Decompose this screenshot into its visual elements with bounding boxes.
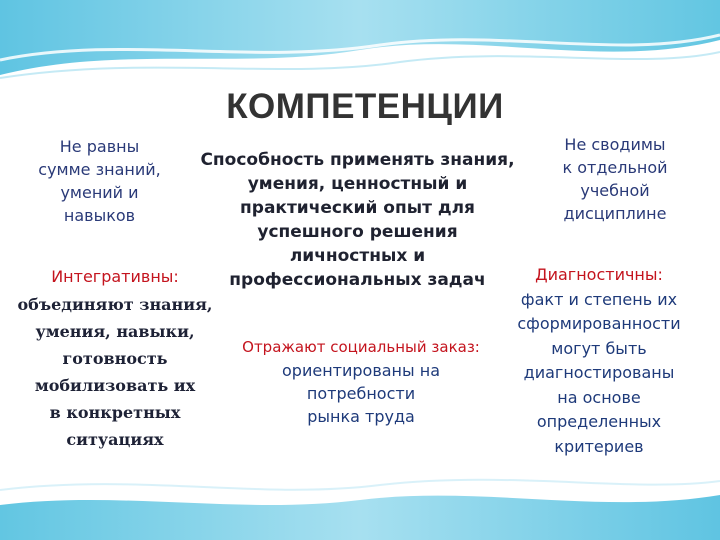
right-top-block xyxy=(530,133,700,225)
text-line: навыков xyxy=(63,206,136,225)
text-line: на основе xyxy=(557,387,641,407)
text-line: готовность xyxy=(62,349,168,368)
text-line: личностных и xyxy=(289,246,426,266)
left-top-block xyxy=(22,135,177,227)
social-order-heading: Отражают социальный заказ: xyxy=(242,338,480,356)
text-line: профессиональных задач xyxy=(229,270,486,290)
text-line: в конкретных xyxy=(49,403,181,422)
text-line: определенных xyxy=(536,412,662,431)
text-line: к отдельной xyxy=(562,158,668,177)
text-line: умений и xyxy=(60,183,139,202)
slide-title: КОМПЕТЕНЦИИ xyxy=(226,87,504,126)
center-definition-block xyxy=(185,148,530,292)
text-line: рынка труда xyxy=(307,407,415,426)
text-line: практический опыт для xyxy=(240,198,475,218)
text-line: диагностированы xyxy=(523,363,675,382)
text-line: могут быть xyxy=(551,338,647,358)
text-line: умения, навыки, xyxy=(35,322,195,341)
text-line: успешного решения xyxy=(257,222,458,242)
bottom-wave-decoration xyxy=(0,445,720,540)
integrative-heading: Интегративны: xyxy=(51,267,179,286)
text-line: ситуациях xyxy=(66,430,164,449)
text-line: Способность применять знания, xyxy=(200,150,515,170)
text-line: учебной xyxy=(580,181,650,200)
text-line: умения, ценностный и xyxy=(247,174,468,194)
text-line: сумме знаний, xyxy=(38,160,161,179)
text-line: Не сводимы xyxy=(564,135,666,154)
right-bottom-block xyxy=(500,263,698,459)
text-line: потребности xyxy=(306,384,416,403)
text-line: критериев xyxy=(554,436,644,456)
text-line: объединяют знания, xyxy=(17,295,213,314)
text-line: факт и степень их xyxy=(520,289,678,309)
left-bottom-block xyxy=(15,263,215,453)
text-line: мобилизовать их xyxy=(34,376,196,395)
diagnostic-heading: Диагностичны: xyxy=(535,265,663,284)
text-line: Не равны xyxy=(59,137,140,156)
text-line: ориентированы на xyxy=(282,361,440,380)
top-wave-decoration xyxy=(0,0,720,95)
center-bottom-block xyxy=(222,336,500,428)
text-line: дисциплине xyxy=(563,204,667,223)
text-line: сформированности xyxy=(517,314,681,333)
